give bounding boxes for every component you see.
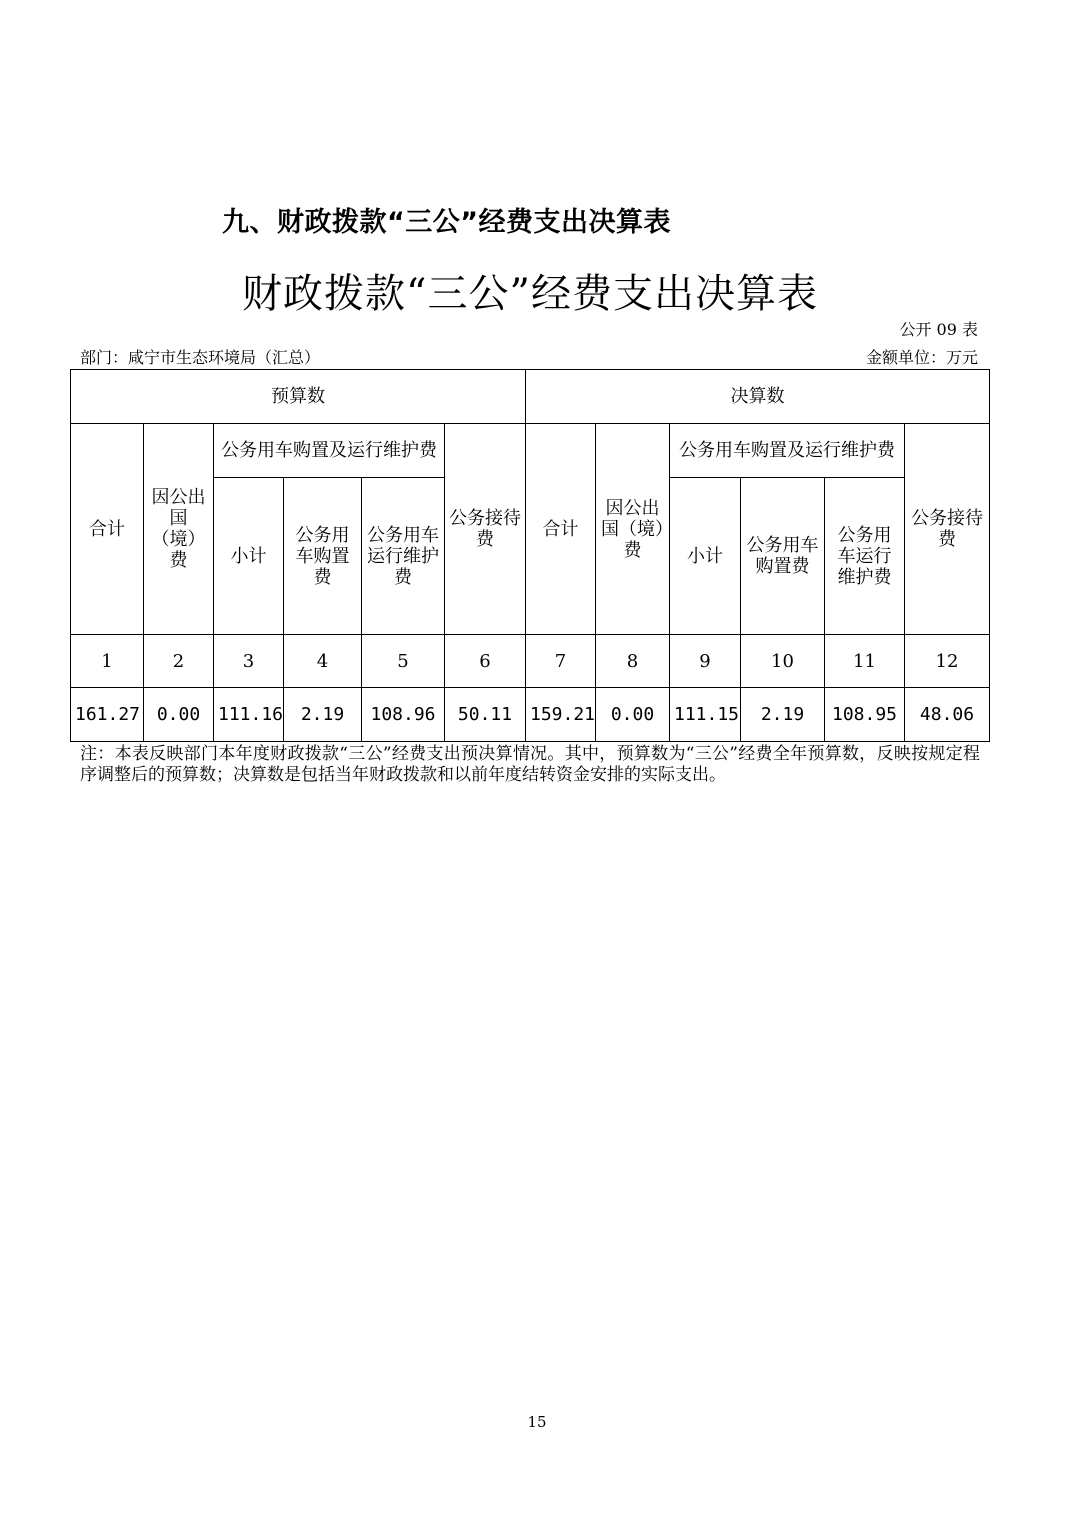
budget-vehicle-purchase-header: 公务用车购置费 [284,478,362,635]
column-number: 3 [214,635,284,688]
value-cell: 50.11 [445,688,526,742]
column-number: 8 [596,635,670,688]
table-note: 注：本表反映部门本年度财政拨款“三公”经费支出预决算情况。其中，预算数为“三公”经费全年预算数，反映按规定程序调整后的预算数；决算数是包括当年财政拨款和以前年度结转资金安排的实际支出。 [80,744,980,785]
budget-abroad-header: 因公出国（境）费 [144,424,214,635]
value-cell: 0.00 [596,688,670,742]
final-reception-header: 公务接待费 [905,424,990,635]
column-number: 9 [670,635,741,688]
column-number: 5 [362,635,445,688]
value-cell: 0.00 [144,688,214,742]
column-number: 11 [825,635,905,688]
column-number: 12 [905,635,990,688]
document-title [0,262,1074,319]
column-number: 10 [741,635,825,688]
final-subtotal-header: 小计 [670,478,741,635]
column-number: 1 [71,635,144,688]
final-header: 决算数 [526,370,990,424]
page-number: 15 [527,1413,547,1431]
budget-header: 预算数 [71,370,526,424]
unit-label: 金额单位：万元 [865,348,978,367]
final-total-header: 合计 [526,424,596,635]
column-number: 4 [284,635,362,688]
value-cell: 2.19 [741,688,825,742]
column-number: 7 [526,635,596,688]
final-abroad-header: 因公出国（境）费 [596,424,670,635]
final-vehicle-group-header: 公务用车购置及运行维护费 [670,424,905,478]
column-number: 2 [144,635,214,688]
budget-total-header: 合计 [71,424,144,635]
final-vehicle-purchase-header: 公务用车购置费 [741,478,825,635]
value-cell: 111.16 [214,688,284,742]
value-cell: 159.21 [526,688,596,742]
value-cell: 2.19 [284,688,362,742]
budget-vehicle-operation-header: 公务用车运行维护费 [362,478,445,635]
value-cell: 161.27 [71,688,144,742]
department-label: 部门：咸宁市生态环境局（汇总） [80,348,321,367]
value-cell: 111.15 [670,688,741,742]
value-cell: 48.06 [905,688,990,742]
value-cell: 108.96 [362,688,445,742]
column-number: 6 [445,635,526,688]
document-title-text: 财政拨款“三公”经费支出决算表 [242,271,818,317]
budget-vehicle-group-header: 公务用车购置及运行维护费 [214,424,445,478]
budget-reception-header: 公务接待费 [445,424,526,635]
final-vehicle-operation-header: 公务用车运行维护费 [825,478,905,635]
expenditure-table [70,369,990,742]
table-code: 公开 09 表 [899,320,978,339]
budget-subtotal-header: 小计 [214,478,284,635]
value-cell: 108.95 [825,688,905,742]
section-heading: 九、财政拨款“三公”经费支出决算表 [222,207,671,238]
